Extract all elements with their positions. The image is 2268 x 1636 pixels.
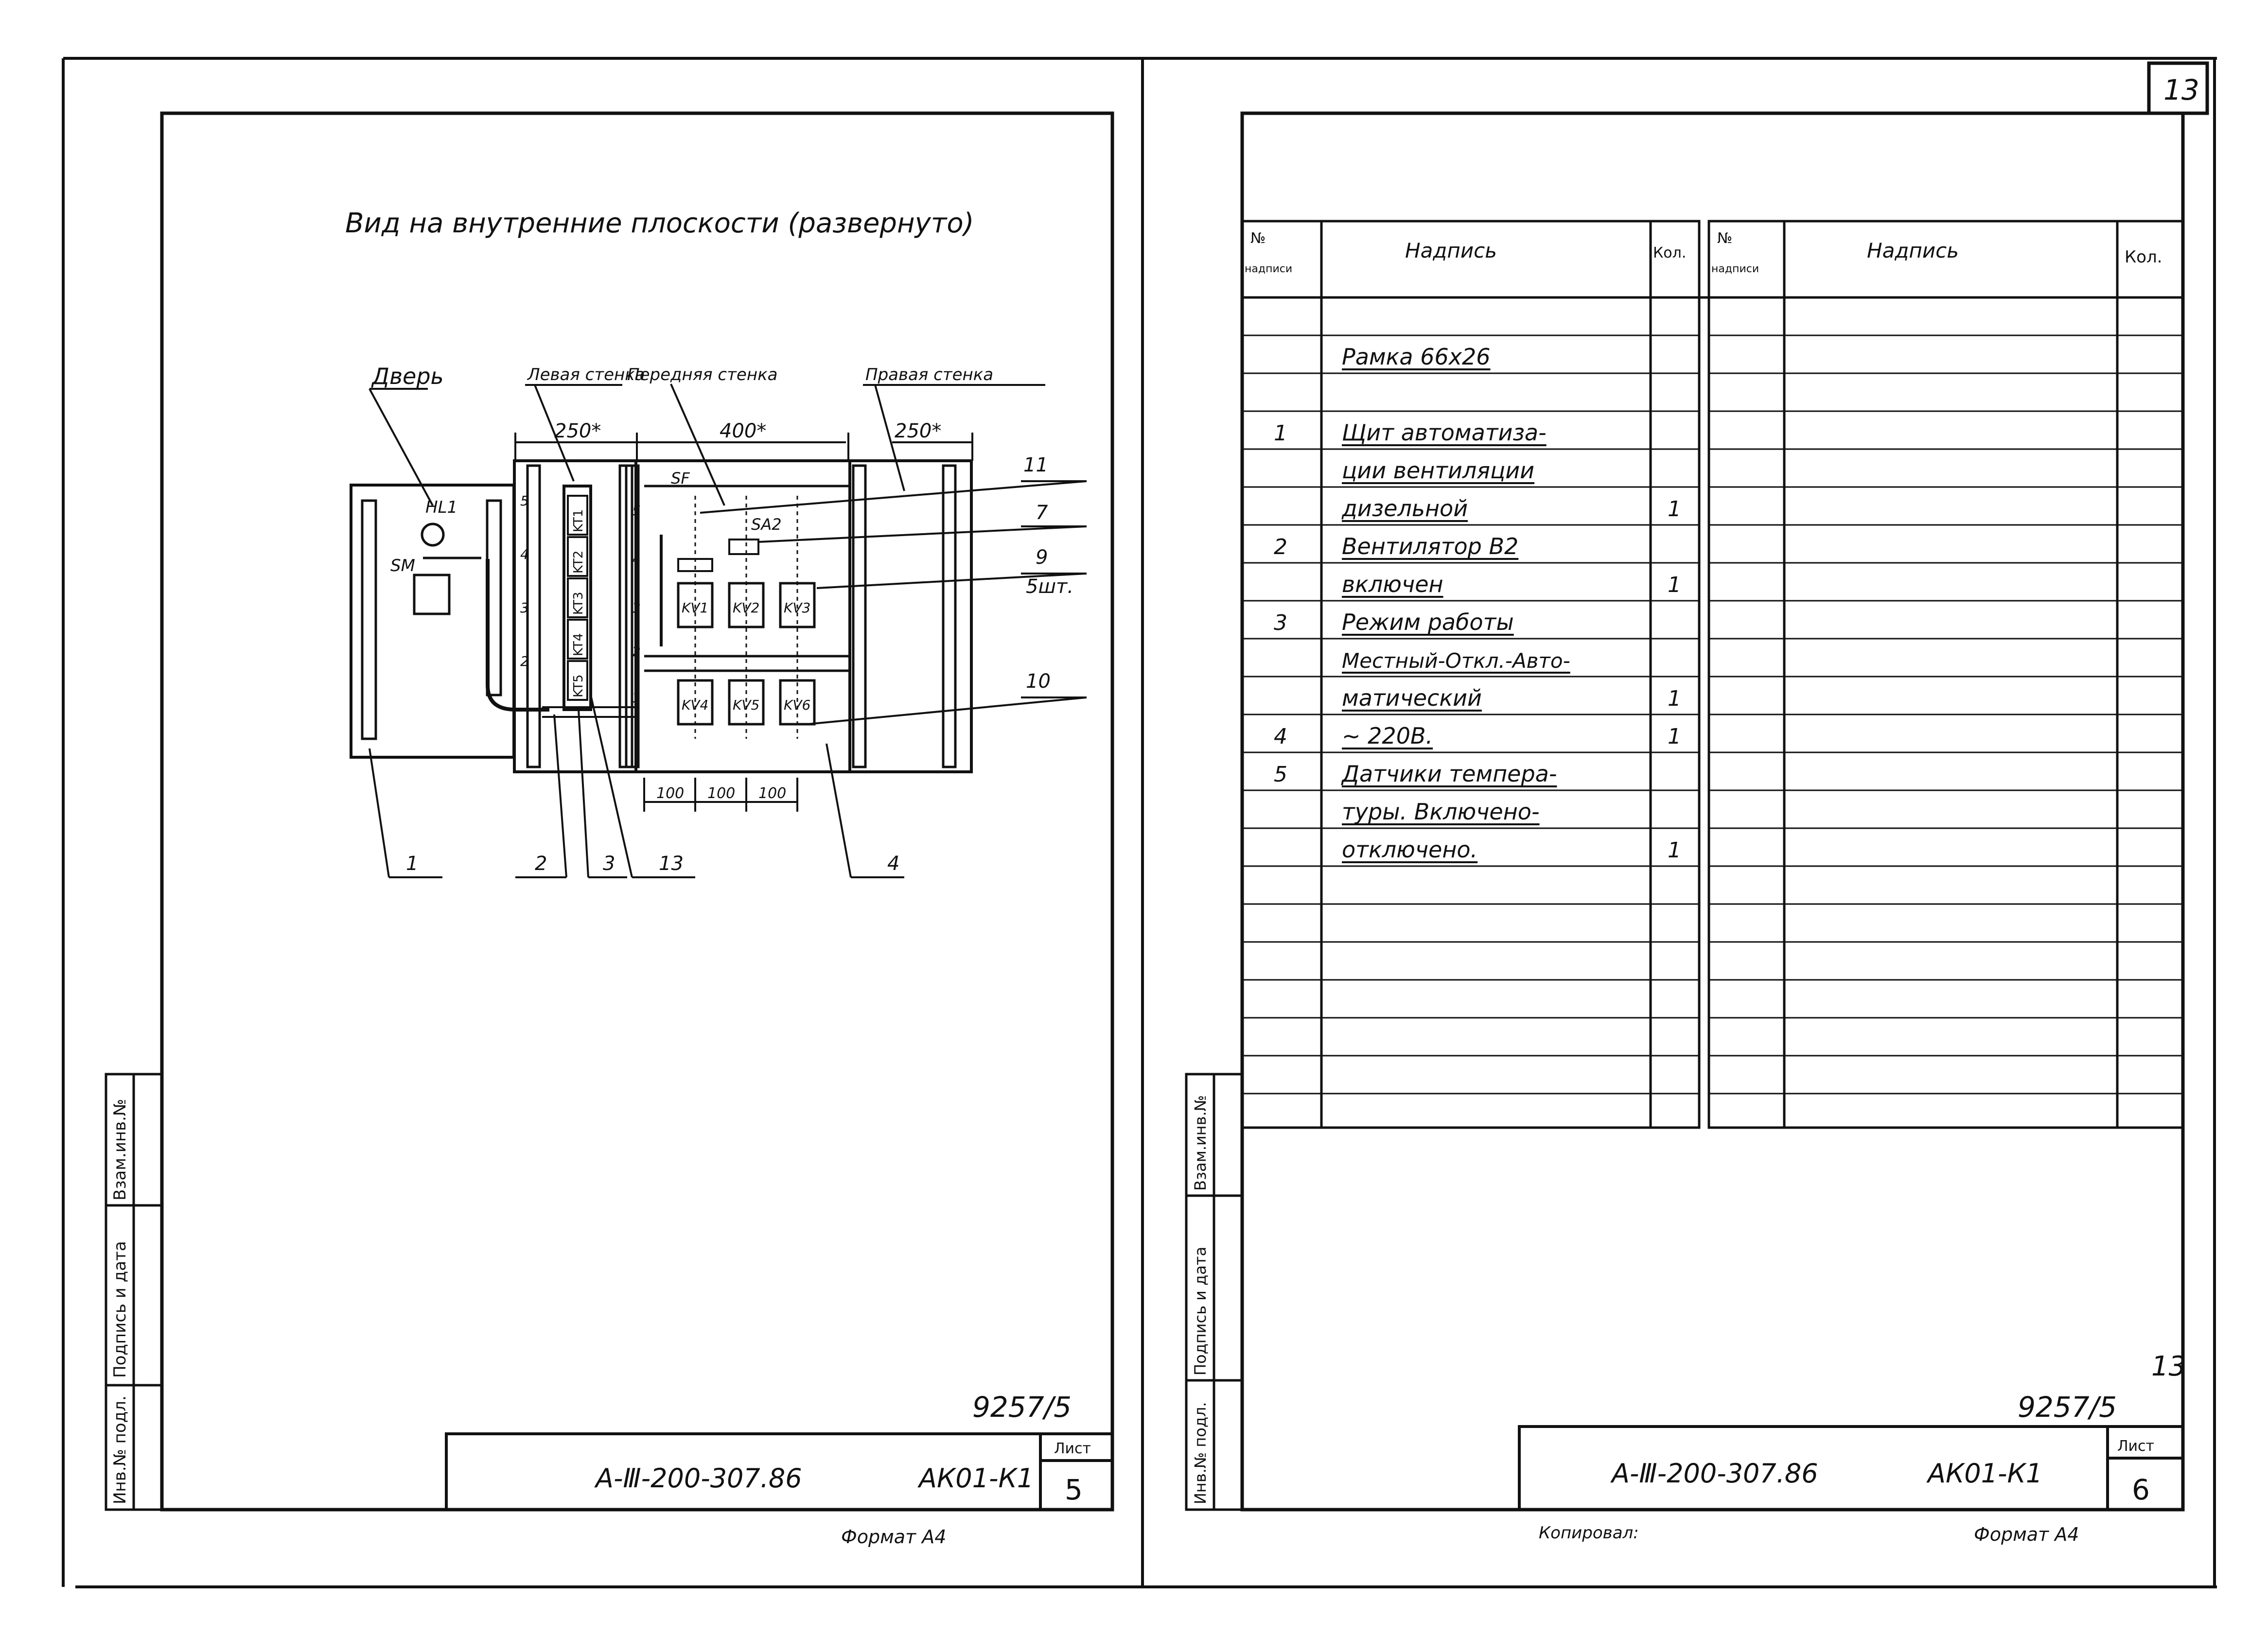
header-text-left: Надпись <box>1405 239 1497 262</box>
svg-text:1: 1 <box>632 690 641 706</box>
label-sf: SF <box>671 469 690 487</box>
svg-text:Вентилятор В2: Вентилятор В2 <box>1342 533 1519 559</box>
table-row <box>1342 457 1534 484</box>
table-row <box>1274 723 1681 749</box>
order-no-left: 9257/5 <box>972 1391 1072 1424</box>
svg-text:5: 5 <box>632 503 641 519</box>
svg-text:Рамка 66х26: Рамка 66х26 <box>1342 344 1491 370</box>
kv-bottom-row <box>678 680 814 724</box>
format-right: Формат А4 <box>1974 1524 2079 1545</box>
header-text-right: Надпись <box>1867 239 1959 262</box>
svg-text:1: 1 <box>1668 724 1681 749</box>
table-row <box>1274 533 1518 559</box>
stamp-sheet-label-right: Лист <box>2117 1438 2155 1455</box>
stamp-mark-right: АК01-К1 <box>1928 1458 2043 1489</box>
svg-text:ции вентиляции: ции вентиляции <box>1342 457 1535 484</box>
table-row-lines <box>1242 335 2183 1094</box>
table-row <box>1342 799 1540 825</box>
svg-text:5: 5 <box>520 493 529 509</box>
door-slot-left <box>362 501 376 739</box>
svg-text:4: 4 <box>632 551 641 567</box>
stamp-code-right: А-Ⅲ-200-307.86 <box>1612 1458 1818 1489</box>
dim-bottom-3: 100 <box>758 785 787 802</box>
callout-11: 11 <box>1023 454 1048 476</box>
din-rail-left <box>527 466 540 767</box>
svg-text:3: 3 <box>1274 610 1287 635</box>
svg-text:включен: включен <box>1342 571 1443 597</box>
header-qty-right: Кол. <box>2125 247 2163 267</box>
header-num-left: № <box>1250 230 1266 247</box>
table-row <box>1342 685 1681 711</box>
dim-left: 250* <box>554 420 601 442</box>
svg-text:3: 3 <box>632 600 641 616</box>
dim-middle: 400* <box>720 420 767 442</box>
table-row <box>1274 609 1514 635</box>
callout-3: 3 <box>603 853 615 875</box>
stamp-sheet-label-left: Лист <box>1054 1440 1091 1457</box>
kt2-label: KT2 <box>571 550 586 574</box>
table-row <box>1342 649 1570 673</box>
callout-4: 4 <box>887 853 900 875</box>
svg-text:4: 4 <box>1274 724 1287 749</box>
callout-2: 2 <box>535 853 547 875</box>
label-sm: SM <box>390 556 415 575</box>
order-no-right: 9257/5 <box>2018 1391 2117 1424</box>
stamp-sheet-no-left: 5 <box>1065 1473 1083 1506</box>
stamp-code-left: А-Ⅲ-200-307.86 <box>596 1463 802 1494</box>
stamp-sheet-no-right: 6 <box>2132 1473 2150 1506</box>
side-stamp-inv-right: Инв.№ подл. <box>1191 1402 1210 1504</box>
table-row <box>1274 419 1547 446</box>
din-rail-right-2 <box>943 466 955 767</box>
kv5-label: KV5 <box>733 697 760 713</box>
kt4-label: KT4 <box>571 633 586 656</box>
dim-right: 250* <box>895 420 942 442</box>
kv2-label: KV2 <box>733 600 760 616</box>
svg-text:1: 1 <box>1668 838 1681 863</box>
svg-text:~ 220В.: ~ 220В. <box>1342 723 1433 749</box>
svg-text:1: 1 <box>1668 497 1681 522</box>
kt-relays <box>568 496 587 700</box>
copied-by: Копировал: <box>1539 1523 1639 1543</box>
svg-text:отключено.: отключено. <box>1342 836 1478 863</box>
svg-text:2: 2 <box>632 644 641 660</box>
svg-text:1: 1 <box>1668 573 1681 597</box>
callout-1: 1 <box>406 853 419 875</box>
callout-5sht: 5шт. <box>1026 575 1074 598</box>
side-stamp-sign-right: Подпись и дата <box>1191 1246 1210 1375</box>
stamp-mark-left: АК01-К1 <box>919 1463 1034 1494</box>
svg-text:матический: матический <box>1342 685 1482 711</box>
svg-text:1: 1 <box>1668 686 1681 711</box>
header-num-right-sub: надписи <box>1711 263 1759 275</box>
header-num-right: № <box>1717 230 1733 247</box>
svg-text:Местный-Откл.-Авто-: Местный-Откл.-Авто- <box>1342 649 1570 673</box>
side-stamp-inv: Инв.№ подл. <box>110 1395 130 1504</box>
page-number: 13 <box>2163 73 2199 106</box>
label-front-wall: Передняя стенка <box>627 365 778 384</box>
svg-text:1: 1 <box>1274 421 1287 446</box>
svg-text:Датчики темпера-: Датчики темпера- <box>1342 761 1557 787</box>
dim-bottom-2: 100 <box>707 785 736 802</box>
kt5-label: KT5 <box>571 674 586 697</box>
svg-text:5: 5 <box>1274 762 1287 787</box>
kv3-label: KV3 <box>784 600 811 616</box>
kv4-label: KV4 <box>682 697 709 713</box>
side-stamp-sign: Подпись и дата <box>110 1241 130 1378</box>
view-title: Вид на внутренние плоскости (развернуто) <box>345 208 974 239</box>
kt1-label: KT1 <box>571 509 586 532</box>
sa2-switch <box>729 540 758 554</box>
lamp-icon <box>422 524 443 545</box>
right-wall-panel <box>850 461 971 772</box>
svg-text:3: 3 <box>520 600 529 616</box>
kt3-label: KT3 <box>571 592 586 615</box>
label-door: Дверь <box>372 363 444 389</box>
header-num-left-sub: надписи <box>1245 263 1293 275</box>
svg-text:Режим работы: Режим работы <box>1342 609 1514 635</box>
header-qty-left: Кол. <box>1653 244 1687 261</box>
table-row <box>1342 571 1681 597</box>
svg-text:дизельной: дизельной <box>1342 495 1468 522</box>
label-sa2: SA2 <box>751 515 782 534</box>
switch-sm <box>414 575 449 614</box>
kv6-label: KV6 <box>784 697 811 713</box>
table-row <box>1342 344 1491 370</box>
table-row <box>1274 761 1557 787</box>
svg-text:Щит автоматиза-: Щит автоматиза- <box>1342 419 1547 446</box>
callout-13: 13 <box>659 853 684 875</box>
table-rows <box>1274 344 1681 863</box>
callout-7: 7 <box>1036 502 1048 524</box>
callout-9: 9 <box>1036 546 1048 569</box>
outer-frame <box>63 58 2217 1587</box>
label-right-wall: Правая стенка <box>865 365 994 384</box>
label-hl1: HL1 <box>425 498 458 517</box>
svg-text:4: 4 <box>520 546 529 562</box>
side-number-right: 13 <box>2151 1351 2186 1382</box>
kv1-label: KV1 <box>682 600 709 616</box>
format-left: Формат А4 <box>841 1526 947 1548</box>
svg-text:туры. Включено-: туры. Включено- <box>1342 799 1540 825</box>
callout-10: 10 <box>1026 670 1051 693</box>
svg-text:2: 2 <box>520 653 529 669</box>
side-stamp-zam: Взам.инв.№ <box>110 1098 130 1201</box>
table-row <box>1341 495 1681 522</box>
left-sheet-frame <box>162 113 1112 1510</box>
dim-bottom-1: 100 <box>656 785 685 802</box>
din-rail-right-1 <box>853 466 865 767</box>
side-stamp-zam-right: Взам.инв.№ <box>1191 1095 1210 1191</box>
svg-text:2: 2 <box>1274 535 1287 559</box>
table-row <box>1342 836 1681 863</box>
label-left-wall: Левая стенка <box>527 365 645 384</box>
